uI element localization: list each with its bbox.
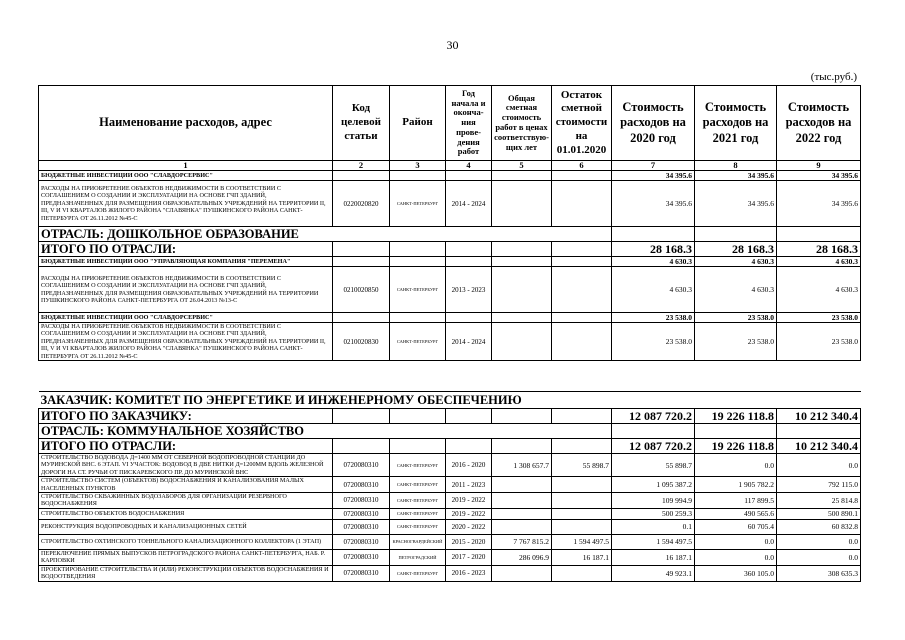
column-number: 7 <box>612 161 695 171</box>
expense-name: РАСХОДЫ НА ПРИОБРЕТЕНИЕ ОБЪЕКТОВ НЕДВИЖИМОСТИ В СООТВЕТСТВИИ С СОГЛАШЕНИЕМ О СОЗДАНИИ И ЭКСПЛУАТАЦИИ НА ОСНОВЕ ГЧП ЗДАНИЙ, ПРЕДНАЗНАЧЕННЫХ ДЛЯ РАЗМЕЩЕНИЯ ОБРАЗОВАТЕЛЬНЫХ УЧРЕЖДЕНИЙ НА ТЕРРИТОРИИ ПУШКИНСКОГО РАЙОНА САНКТ-ПЕТЕРБУРГА ОТ 26.04.2013 №13-С <box>39 267 333 313</box>
empty-cell <box>695 227 777 242</box>
target-code <box>333 257 390 267</box>
spacer-row <box>39 361 861 392</box>
expense-row <box>39 181 861 227</box>
work-period: 2016 - 2020 <box>446 454 492 477</box>
total-cost <box>492 493 552 509</box>
column-number: 2 <box>333 161 390 171</box>
total-2022: 10 212 340.4 <box>777 409 861 424</box>
remaining-cost <box>552 477 612 493</box>
header-rayon: Район <box>390 86 446 161</box>
empty-cell <box>333 242 390 257</box>
total-2020: 28 168.3 <box>612 242 695 257</box>
empty-cell <box>695 424 777 439</box>
empty-cell <box>333 409 390 424</box>
empty-cell <box>612 424 695 439</box>
cost-2020: 1 594 497.5 <box>612 534 695 549</box>
expense-name: БЮДЖЕТНЫЕ ИНВЕСТИЦИИ ООО "УПРАВЛЯЮЩАЯ КОМПАНИЯ "ПЕРЕМЕНА" <box>39 257 333 267</box>
cost-2020: 4 630.3 <box>612 257 695 267</box>
cost-2022: 792 115.0 <box>777 477 861 493</box>
expense-name: ПРОЕКТИРОВАНИЕ СТРОИТЕЛЬСТВА И (ИЛИ) РЕКОНСТРУКЦИИ ОБЪЕКТОВ ВОДОСНАБЖЕНИЯ И ВОДООТВЕДЕНИЯ <box>39 565 333 581</box>
cost-2020: 1 095 387.2 <box>612 477 695 493</box>
cost-2022: 4 630.3 <box>777 267 861 313</box>
total-2021: 19 226 118.8 <box>695 409 777 424</box>
total-label: ИТОГО ПО ОТРАСЛИ: <box>39 439 333 454</box>
expense-row <box>39 477 861 493</box>
work-period <box>446 171 492 181</box>
expense-name: БЮДЖЕТНЫЕ ИНВЕСТИЦИИ ООО "СЛАВДОРСЕРВИС" <box>39 171 333 181</box>
remaining-cost <box>552 565 612 581</box>
cost-2021: 117 899.5 <box>695 493 777 509</box>
total-row <box>39 439 861 454</box>
expense-row <box>39 565 861 581</box>
target-code: 0720080310 <box>333 477 390 493</box>
cost-2021: 0.0 <box>695 534 777 549</box>
header-2022: Стоимость расходов на 2022 год <box>777 86 861 161</box>
column-number: 4 <box>446 161 492 171</box>
work-period: 2013 - 2023 <box>446 267 492 313</box>
total-label: ИТОГО ПО ОТРАСЛИ: <box>39 242 333 257</box>
work-period: 2014 - 2024 <box>446 323 492 361</box>
header-row <box>39 86 861 161</box>
cost-2020: 55 898.7 <box>612 454 695 477</box>
cost-2020: 500 259.3 <box>612 508 695 519</box>
column-number-row <box>39 161 861 171</box>
district: САНКТ-ПЕТЕРБУРГ <box>390 477 446 493</box>
remaining-cost: 1 594 497.5 <box>552 534 612 549</box>
column-number: 6 <box>552 161 612 171</box>
cost-2020: 109 994.9 <box>612 493 695 509</box>
total-cost <box>492 181 552 227</box>
empty-cell <box>390 409 446 424</box>
work-period: 2017 - 2020 <box>446 549 492 565</box>
header-total-cost: Общая сметная стоимость работ в ценах соответствую-щих лет <box>492 86 552 161</box>
target-code <box>333 313 390 323</box>
total-cost <box>492 519 552 534</box>
district: САНКТ-ПЕТЕРБУРГ <box>390 508 446 519</box>
target-code: 0720080310 <box>333 565 390 581</box>
total-cost: 7 767 815.2 <box>492 534 552 549</box>
district: САНКТ-ПЕТЕРБУРГ <box>390 493 446 509</box>
cost-2021: 360 105.0 <box>695 565 777 581</box>
cost-2021: 60 705.4 <box>695 519 777 534</box>
total-cost: 286 096.9 <box>492 549 552 565</box>
cost-2022: 500 890.1 <box>777 508 861 519</box>
empty-cell <box>492 242 552 257</box>
total-cost <box>492 477 552 493</box>
work-period: 2019 - 2022 <box>446 493 492 509</box>
district: САНКТ-ПЕТЕРБУРГ <box>390 565 446 581</box>
expense-name: РЕКОНСТРУКЦИЯ ВОДОПРОВОДНЫХ И КАНАЛИЗАЦИОННЫХ СЕТЕЙ <box>39 519 333 534</box>
target-code: 0720080310 <box>333 519 390 534</box>
cost-2022: 4 630.3 <box>777 257 861 267</box>
expense-row <box>39 534 861 549</box>
expense-row <box>39 323 861 361</box>
district <box>390 257 446 267</box>
remaining-cost <box>552 323 612 361</box>
budget-table <box>38 85 861 582</box>
total-cost: 1 308 657.7 <box>492 454 552 477</box>
cost-2021: 23 538.0 <box>695 323 777 361</box>
expense-name: СТРОИТЕЛЬСТВО СКВАЖИННЫХ ВОДОЗАБОРОВ ДЛЯ ОРГАНИЗАЦИИ РЕЗЕРВНОГО ВОДОСНАБЖЕНИЯ <box>39 493 333 509</box>
units-label: (тыс.руб.) <box>810 71 857 83</box>
total-cost <box>492 508 552 519</box>
expense-row <box>39 493 861 509</box>
column-number: 8 <box>695 161 777 171</box>
total-cost <box>492 323 552 361</box>
expense-name: СТРОИТЕЛЬСТВО ОБЪЕКТОВ ВОДОСНАБЖЕНИЯ <box>39 508 333 519</box>
district <box>390 171 446 181</box>
empty-cell <box>446 439 492 454</box>
cost-2022: 23 538.0 <box>777 323 861 361</box>
empty-cell <box>390 439 446 454</box>
section-heading-row <box>39 227 861 242</box>
cost-2022: 34 395.6 <box>777 181 861 227</box>
empty-cell <box>777 227 861 242</box>
work-period <box>446 313 492 323</box>
cost-2022: 25 814.8 <box>777 493 861 509</box>
empty-cell <box>552 409 612 424</box>
total-cost <box>492 171 552 181</box>
cost-2022: 23 538.0 <box>777 313 861 323</box>
remaining-cost <box>552 267 612 313</box>
remaining-cost: 16 187.1 <box>552 549 612 565</box>
total-2022: 10 212 340.4 <box>777 439 861 454</box>
column-number: 9 <box>777 161 861 171</box>
cost-2022: 60 832.8 <box>777 519 861 534</box>
total-cost <box>492 267 552 313</box>
spacer-cell <box>39 361 861 392</box>
remaining-cost <box>552 181 612 227</box>
cost-2021: 0.0 <box>695 454 777 477</box>
cost-2021: 490 565.6 <box>695 508 777 519</box>
header-2020: Стоимость расходов на 2020 год <box>612 86 695 161</box>
expense-name: РАСХОДЫ НА ПРИОБРЕТЕНИЕ ОБЪЕКТОВ НЕДВИЖИМОСТИ В СООТВЕТСТВИИ С СОГЛАШЕНИЕМ О СОЗДАНИИ И ЭКСПЛУАТАЦИИ НА ОСНОВЕ ГЧП ЗДАНИЙ, ПРЕДНАЗНАЧЕННЫХ ДЛЯ РАЗМЕЩЕНИЯ ОБРАЗОВАТЕЛЬНЫХ УЧРЕЖДЕНИЙ НА ТЕРРИТОРИИ II, III, V И VI КВАРТАЛОВ ЖИЛОГО РАЙОНА "СЛАВЯНКА" ПУШКИНСКОГО РАЙОНА САНКТ-ПЕТЕРБУРГА ОТ 26.11.2012 №45-С <box>39 181 333 227</box>
empty-cell <box>492 409 552 424</box>
cost-2020: 23 538.0 <box>612 313 695 323</box>
target-code: 0720080310 <box>333 454 390 477</box>
client-heading-row <box>39 392 861 409</box>
total-label: ИТОГО ПО ЗАКАЗЧИКУ: <box>39 409 333 424</box>
cost-2021: 34 395.6 <box>695 171 777 181</box>
total-cost <box>492 565 552 581</box>
total-cost <box>492 313 552 323</box>
remaining-cost: 55 898.7 <box>552 454 612 477</box>
total-2021: 19 226 118.8 <box>695 439 777 454</box>
target-code: 0720080310 <box>333 493 390 509</box>
remaining-cost <box>552 313 612 323</box>
cost-2020: 49 923.1 <box>612 565 695 581</box>
target-code: 0720080310 <box>333 549 390 565</box>
district <box>390 313 446 323</box>
expense-name: СТРОИТЕЛЬСТВО ВОДОВОДА Д=1400 ММ ОТ СЕВЕРНОЙ ВОДОПРОВОДНОЙ СТАНЦИИ ДО МУРИНСКОЙ ВНС. 6 ЭТАП. VI УЧАСТОК: ВОДОВОД В ДВЕ НИТКИ Д=1200ММ ВДОЛЬ ЖЕЛЕЗНОЙ ДОРОГИ НА СТ. РУЧЬИ ОТ ПИСКАРЕВСКОГО ПР. ДО МУРИНСКОЙ ВНС <box>39 454 333 477</box>
cost-2020: 34 395.6 <box>612 171 695 181</box>
work-period <box>446 257 492 267</box>
empty-cell <box>552 439 612 454</box>
target-code: 0210020830 <box>333 323 390 361</box>
cost-2022: 0.0 <box>777 534 861 549</box>
column-number: 3 <box>390 161 446 171</box>
section-heading: ОТРАСЛЬ: КОММУНАЛЬНОЕ ХОЗЯЙСТВО <box>39 424 612 439</box>
total-row <box>39 242 861 257</box>
expense-name: РАСХОДЫ НА ПРИОБРЕТЕНИЕ ОБЪЕКТОВ НЕДВИЖИМОСТИ В СООТВЕТСТВИИ С СОГЛАШЕНИЕМ О СОЗДАНИИ И ЭКСПЛУАТАЦИИ НА ОСНОВЕ ГЧП ЗДАНИЙ, ПРЕДНАЗНАЧЕННЫХ ДЛЯ РАЗМЕЩЕНИЯ ОБРАЗОВАТЕЛЬНЫХ УЧРЕЖДЕНИЙ НА ТЕРРИТОРИИ II, III, V И VI КВАРТАЛОВ ЖИЛОГО РАЙОНА "СЛАВЯНКА" ПУШКИНСКОГО РАЙОНА САНКТ-ПЕТЕРБУРГА ОТ 26.11.2012 №45-С <box>39 323 333 361</box>
cost-2021: 0.0 <box>695 549 777 565</box>
header-remainder: Остаток сметной стоимости на 01.01.2020 <box>552 86 612 161</box>
client-heading: ЗАКАЗЧИК: КОМИТЕТ ПО ЭНЕРГЕТИКЕ И ИНЖЕНЕРНОМУ ОБЕСПЕЧЕНИЮ <box>39 392 861 409</box>
expense-row <box>39 454 861 477</box>
district: ПЕТРОГРАДСКИЙ <box>390 549 446 565</box>
district: САНКТ-ПЕТЕРБУРГ <box>390 267 446 313</box>
header-name: Наименование расходов, адрес <box>39 86 333 161</box>
column-number: 1 <box>39 161 333 171</box>
expense-name: ПЕРЕКЛЮЧЕНИЕ ПРЯМЫХ ВЫПУСКОВ ПЕТРОГРАДСКОГО РАЙОНА САНКТ-ПЕТЕРБУРГА, НАБ. Р. КАРПОВКИ <box>39 549 333 565</box>
cost-2021: 4 630.3 <box>695 257 777 267</box>
cost-2020: 34 395.6 <box>612 181 695 227</box>
recipient-row <box>39 257 861 267</box>
cost-2022: 0.0 <box>777 549 861 565</box>
cost-2020: 4 630.3 <box>612 267 695 313</box>
total-2020: 12 087 720.2 <box>612 439 695 454</box>
column-number: 5 <box>492 161 552 171</box>
empty-cell <box>612 227 695 242</box>
header-code: Код целевой статьи <box>333 86 390 161</box>
total-2022: 28 168.3 <box>777 242 861 257</box>
cost-2020: 23 538.0 <box>612 323 695 361</box>
district: САНКТ-ПЕТЕРБУРГ <box>390 519 446 534</box>
expense-row <box>39 267 861 313</box>
remaining-cost <box>552 257 612 267</box>
target-code: 0720080310 <box>333 508 390 519</box>
target-code <box>333 171 390 181</box>
work-period: 2019 - 2022 <box>446 508 492 519</box>
work-period: 2016 - 2023 <box>446 565 492 581</box>
total-row <box>39 409 861 424</box>
recipient-row <box>39 171 861 181</box>
work-period: 2011 - 2023 <box>446 477 492 493</box>
recipient-row <box>39 313 861 323</box>
expense-name: БЮДЖЕТНЫЕ ИНВЕСТИЦИИ ООО "СЛАВДОРСЕРВИС" <box>39 313 333 323</box>
page-number: 30 <box>446 38 459 52</box>
target-code: 0220020820 <box>333 181 390 227</box>
cost-2021: 1 905 782.2 <box>695 477 777 493</box>
district: САНКТ-ПЕТЕРБУРГ <box>390 181 446 227</box>
remaining-cost <box>552 171 612 181</box>
cost-2022: 308 635.3 <box>777 565 861 581</box>
expense-name: СТРОИТЕЛЬСТВО СИСТЕМ (ОБЪЕКТОВ) ВОДОСНАБЖЕНИЯ И КАНАЛИЗОВАНИЯ МАЛЫХ НАСЕЛЕННЫХ ПУНКТОВ <box>39 477 333 493</box>
total-2021: 28 168.3 <box>695 242 777 257</box>
empty-cell <box>446 242 492 257</box>
empty-cell <box>390 242 446 257</box>
expense-name: СТРОИТЕЛЬСТВО ОХТИНСКОГО ТОННЕЛЬНОГО КАНАЛИЗАЦИОННОГО КОЛЛЕКТОРА (1 ЭТАП) <box>39 534 333 549</box>
remaining-cost <box>552 519 612 534</box>
empty-cell <box>333 439 390 454</box>
expense-row <box>39 519 861 534</box>
cost-2020: 16 187.1 <box>612 549 695 565</box>
remaining-cost <box>552 493 612 509</box>
target-code: 0210020850 <box>333 267 390 313</box>
total-2020: 12 087 720.2 <box>612 409 695 424</box>
empty-cell <box>492 439 552 454</box>
expense-row <box>39 508 861 519</box>
cost-2022: 34 395.6 <box>777 171 861 181</box>
empty-cell <box>777 424 861 439</box>
table-body <box>39 171 861 582</box>
district: САНКТ-ПЕТЕРБУРГ <box>390 454 446 477</box>
cost-2021: 34 395.6 <box>695 181 777 227</box>
target-code: 0720080310 <box>333 534 390 549</box>
empty-cell <box>446 409 492 424</box>
cost-2022: 0.0 <box>777 454 861 477</box>
cost-2020: 0.1 <box>612 519 695 534</box>
section-heading: ОТРАСЛЬ: ДОШКОЛЬНОЕ ОБРАЗОВАНИЕ <box>39 227 612 242</box>
work-period: 2015 - 2020 <box>446 534 492 549</box>
district: КРАСНОГВАРДЕЙСКИЙ <box>390 534 446 549</box>
work-period: 2014 - 2024 <box>446 181 492 227</box>
expense-row <box>39 549 861 565</box>
work-period: 2020 - 2022 <box>446 519 492 534</box>
total-cost <box>492 257 552 267</box>
header-2021: Стоимость расходов на 2021 год <box>695 86 777 161</box>
remaining-cost <box>552 508 612 519</box>
cost-2021: 23 538.0 <box>695 313 777 323</box>
cost-2021: 4 630.3 <box>695 267 777 313</box>
district: САНКТ-ПЕТЕРБУРГ <box>390 323 446 361</box>
empty-cell <box>552 242 612 257</box>
header-years: Год начала и оконча-ния прове-дения работ <box>446 86 492 161</box>
section-heading-row <box>39 424 861 439</box>
